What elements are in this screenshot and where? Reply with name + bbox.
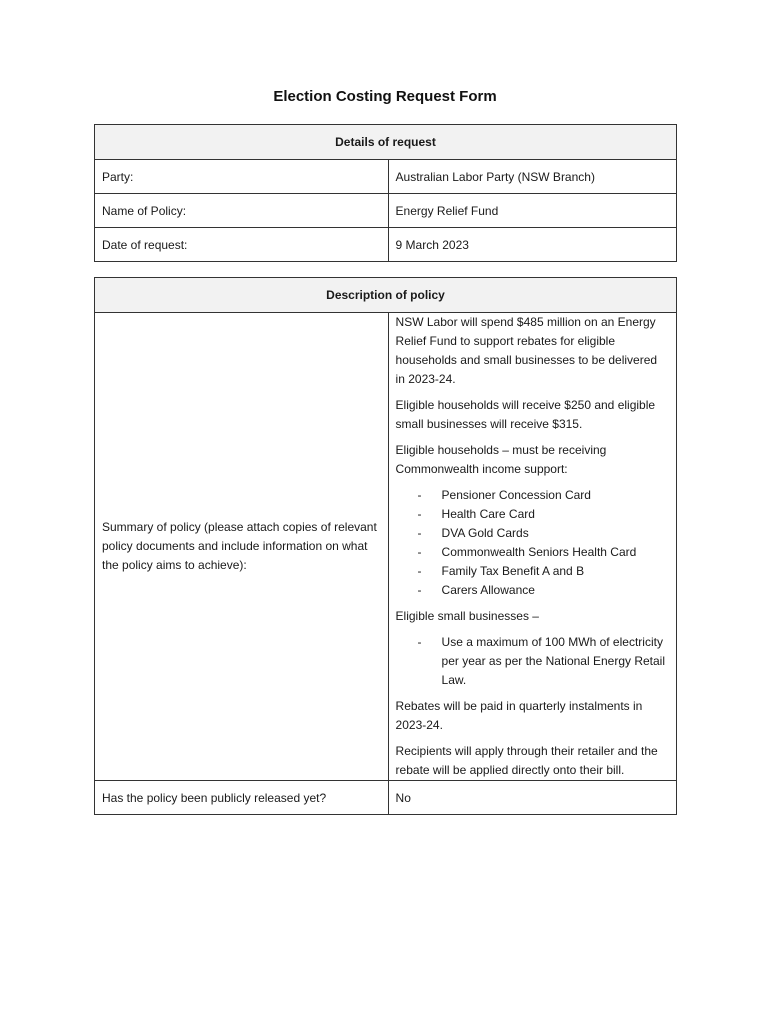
summary-paragraph: Recipients will apply through their retailer and the rebate will be applied directly onto their bill. bbox=[395, 744, 658, 777]
dash-bullet: - bbox=[417, 564, 422, 578]
list-item-text: DVA Gold Cards bbox=[441, 526, 529, 540]
description-table bbox=[94, 277, 677, 815]
request-date-value: 9 March 2023 bbox=[388, 228, 676, 262]
list-item bbox=[396, 562, 669, 581]
details-header: Details of request bbox=[95, 125, 677, 160]
summary-paragraph: Eligible small businesses – bbox=[395, 609, 539, 623]
details-table bbox=[94, 124, 677, 262]
summary-paragraph: Eligible households will receive $250 and eligible small businesses will receive $315. bbox=[395, 398, 656, 431]
business-criteria-list bbox=[396, 633, 669, 690]
list-item-text: Family Tax Benefit A and B bbox=[441, 564, 585, 578]
policy-name-label: Name of Policy: bbox=[95, 194, 389, 228]
dash-bullet: - bbox=[417, 526, 422, 540]
list-item-text: Use a maximum of 100 MWh of electricity per year as per the National Energy Retail Law. bbox=[441, 635, 665, 687]
list-item bbox=[396, 633, 669, 690]
list-item bbox=[396, 505, 669, 524]
list-item-text: Health Care Card bbox=[441, 507, 535, 521]
page-title: Election Costing Request Form bbox=[273, 88, 497, 105]
policy-summary bbox=[388, 313, 676, 781]
table-row bbox=[95, 160, 677, 194]
list-item-text: Pensioner Concession Card bbox=[441, 488, 591, 502]
description-header: Description of policy bbox=[95, 278, 677, 313]
party-value: Australian Labor Party (NSW Branch) bbox=[388, 160, 676, 194]
list-item-text: Commonwealth Seniors Health Card bbox=[441, 545, 637, 559]
table-row bbox=[95, 194, 677, 228]
released-label: Has the policy been publicly released yet? bbox=[95, 781, 389, 815]
policy-name-value: Energy Relief Fund bbox=[388, 194, 676, 228]
table-row bbox=[95, 228, 677, 262]
list-item bbox=[396, 524, 669, 543]
request-date-label: Date of request: bbox=[95, 228, 389, 262]
summary-paragraph: NSW Labor will spend $485 million on an Energy Relief Fund to support rebates for eligible households and small businesses to be delivered in 2023-24. bbox=[395, 315, 658, 386]
dash-bullet: - bbox=[417, 635, 422, 649]
summary-paragraph: Rebates will be paid in quarterly instalments in 2023-24. bbox=[395, 699, 643, 732]
party-label: Party: bbox=[95, 160, 389, 194]
dash-bullet: - bbox=[417, 583, 422, 597]
household-card-list bbox=[396, 486, 669, 600]
dash-bullet: - bbox=[417, 488, 422, 502]
list-item-text: Carers Allowance bbox=[441, 583, 535, 597]
summary-paragraph: Eligible households – must be receiving Commonwealth income support: bbox=[395, 443, 607, 476]
table-row bbox=[95, 781, 677, 815]
dash-bullet: - bbox=[417, 507, 422, 521]
list-item bbox=[396, 581, 669, 600]
list-item bbox=[396, 486, 669, 505]
list-item bbox=[396, 543, 669, 562]
released-value: No bbox=[388, 781, 676, 815]
summary-label: Summary of policy (please attach copies of relevant policy documents and include information on what the policy aims to achieve): bbox=[95, 313, 389, 781]
dash-bullet: - bbox=[417, 545, 422, 559]
table-row bbox=[95, 313, 677, 781]
